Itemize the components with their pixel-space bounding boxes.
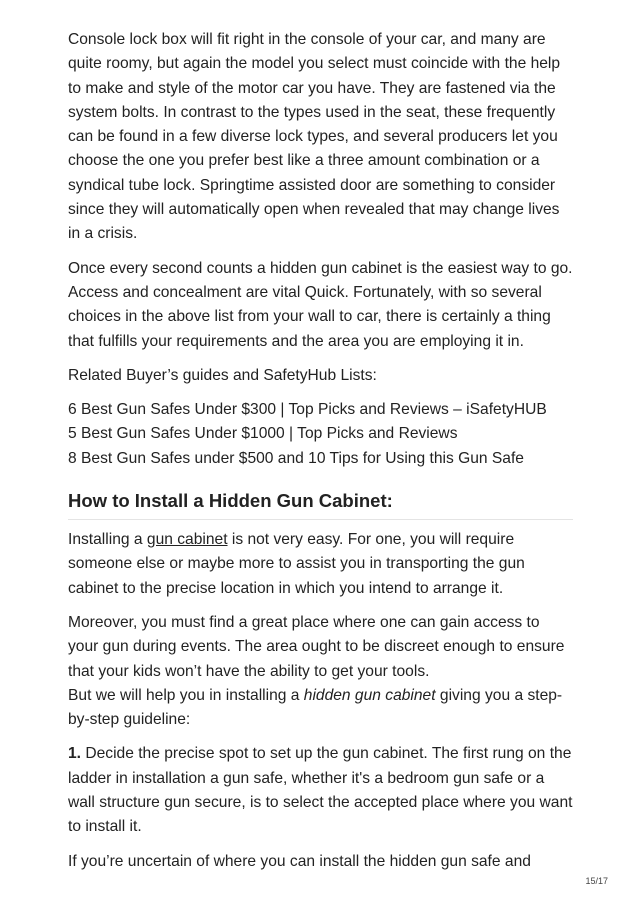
installing-text-before: Installing a <box>68 531 147 549</box>
related-guides-list <box>68 398 573 471</box>
paragraph-installing <box>68 528 573 601</box>
gun-cabinet-link[interactable]: gun cabinet <box>146 531 228 549</box>
related-guides-intro: Related Buyer’s guides and SafetyHub Lists: <box>68 366 377 384</box>
related-guide-link[interactable]: 5 Best Gun Safes Under $1000 | Top Picks and Reviews <box>68 425 458 443</box>
article-body <box>68 28 573 884</box>
guideline-text-before: But we will help you in installing a <box>68 686 304 704</box>
paragraph-console-lock-box: Console lock box will fit right in the console of your car, and many are quite roomy, but again the model you select must coincide with the help to make and style of the motor car you have. They are fastened via the system bolts. In contrast to the types used in the seat, these frequently can be found in a few diverse lock types, and several producers let you choose the one you prefer best like a three amount combination or a syndical tube lock. Springtime assisted door are something to consider since they will automatically open when revealed that may change lives in a crisis. <box>68 31 561 243</box>
paragraph-uncertain: If you’re uncertain of where you can install the hidden gun safe and <box>68 852 531 870</box>
section-heading: How to Install a Hidden Gun Cabinet: <box>68 489 573 520</box>
related-guide-link[interactable]: 8 Best Gun Safes under $500 and 10 Tips for Using this Gun Safe <box>68 449 524 467</box>
step-number: 1. <box>68 745 82 763</box>
related-guide-link[interactable]: 6 Best Gun Safes Under $300 | Top Picks and Reviews – iSafetyHUB <box>68 401 547 419</box>
page-number: 15/17 <box>585 876 608 886</box>
step-1 <box>68 742 573 839</box>
step-text: Decide the precise spot to set up the gun cabinet. The first rung on the ladder in installation a gun safe, whether it's a bedroom gun safe or a wall structure gun secure, is to select the accepted place where you want to install it. <box>68 745 573 836</box>
guideline-text-after: giving you a step-by-step guideline: <box>68 686 563 729</box>
paragraph-hidden-gun-cabinet: Once every second counts a hidden gun cabinet is the easiest way to go. Access and concealment are vital Quick. Fortunately, with so several choices in the above list from your wall to car, there is certainly a thing that fulfills your requirements and the area you are employing it in. <box>68 259 573 350</box>
hidden-gun-cabinet-emphasis: hidden gun cabinet <box>303 686 436 704</box>
guideline-text <box>68 684 573 733</box>
installing-text-after: is not very easy. For one, you will require someone else or maybe more to assist you in transporting the gun cabinet to the precise location in which you intend to arrange it. <box>68 531 525 597</box>
paragraph-location <box>68 611 573 732</box>
location-text: Moreover, you must find a great place where one can gain access to your gun during events. The area ought to be discreet enough to ensure that your kids won’t have the ability to get your tools. <box>68 613 565 680</box>
